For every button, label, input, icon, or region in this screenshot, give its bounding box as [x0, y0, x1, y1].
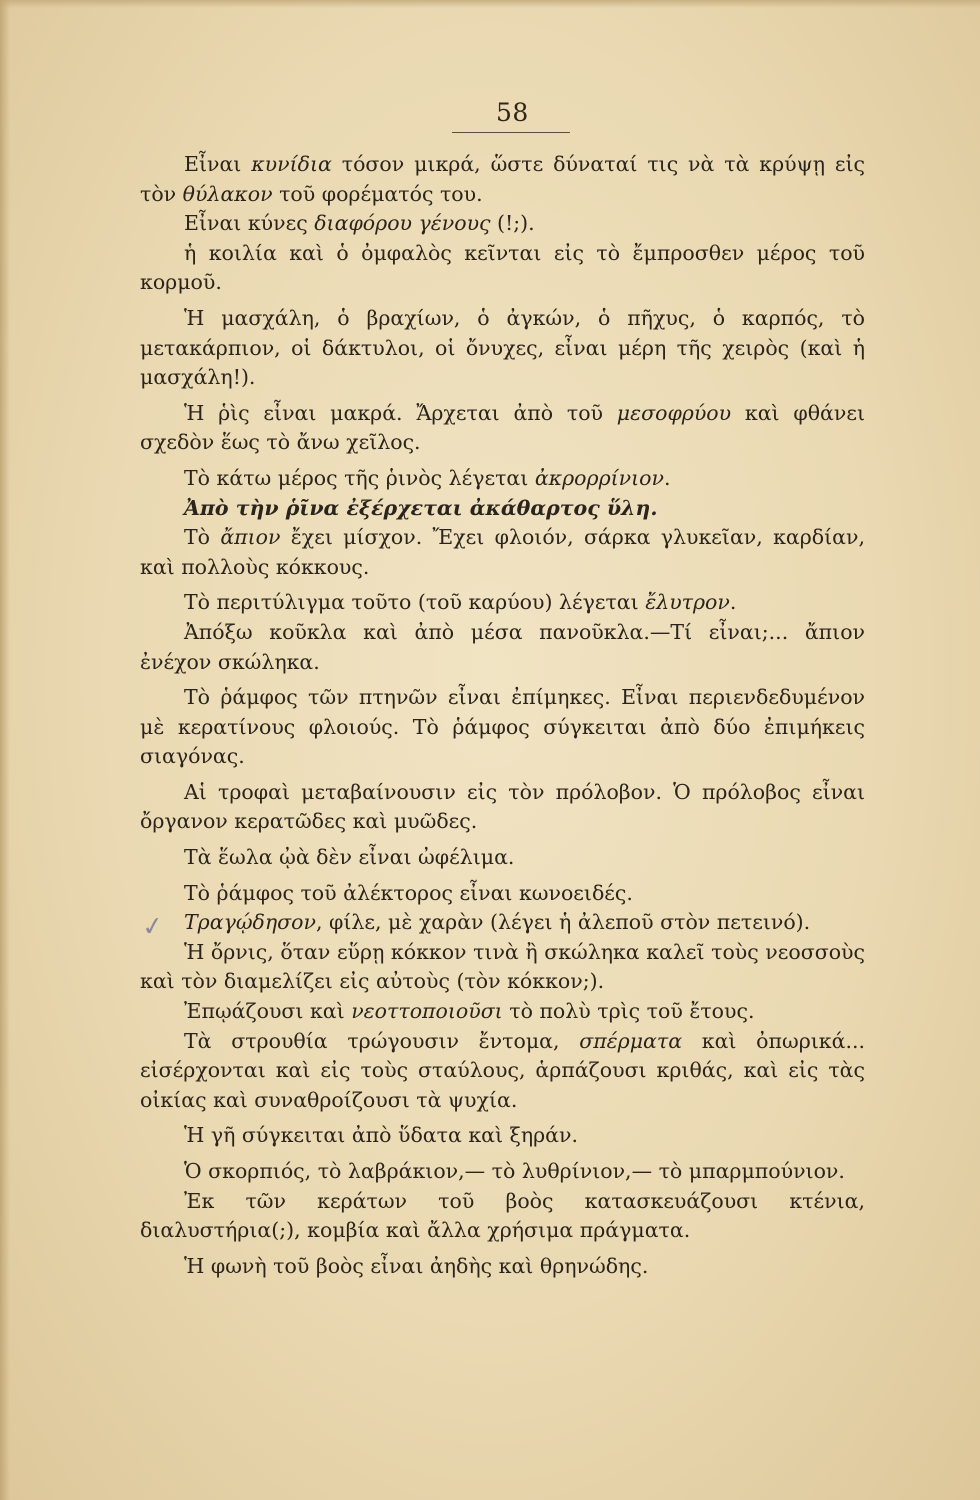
text-segment: Ἡ ῥὶς εἶναι μακρά. Ἄρχεται ἀπὸ τοῦ — [184, 400, 617, 425]
emphasized-text: ἄπιον — [220, 525, 281, 550]
text-segment: τόσον μικρά, ὥστε δύναταί τις νὰ τὰ κρύψῃ εἰς τὸν — [140, 152, 865, 206]
text-segment: Τὸ ῥάμφος τοῦ ἀλέκτορος εἶναι κωνοειδές. — [184, 880, 633, 905]
text-segment: Ἡ φωνὴ τοῦ βοὸς εἶναι ἀηδὴς καὶ θρηνώδης. — [184, 1253, 649, 1278]
paragraph — [140, 209, 865, 239]
text-segment: ἡ κοιλία καὶ ὁ ὀμφαλὸς κεῖνται εἰς τὸ ἔμπροσθεν μέρος τοῦ κορμοῦ. — [140, 240, 865, 295]
bold-text: Ἀπὸ τὴν ῥῖνα ἐξέρχεται ἀκάθαρτος ὕλη. — [184, 495, 658, 520]
emphasized-text: μεσοφρύου — [616, 400, 732, 425]
text-segment: καὶ φθάνει σχεδὸν ἕως τὸ ἄνω χεῖλος. — [140, 400, 865, 455]
paragraph — [140, 1157, 865, 1187]
text-segment: Τὸ ῥάμφος τῶν πτηνῶν εἶναι ἐπίμηκες. Εἶναι περιενδεδυμένον μὲ κερατίνους φλοιούς. Τὸ ῥάμφος σύγκειται ἀπὸ δύο ἐπιμήκεις σιαγόνας. — [140, 685, 865, 769]
text-segment: Ἐπῳάζουσι καὶ — [184, 999, 352, 1024]
text-segment: Τὸ — [184, 525, 221, 550]
text-segment: τὸ πολὺ τρὶς τοῦ ἔτους. — [502, 999, 755, 1024]
text-segment: (!;). — [490, 211, 535, 236]
text-segment: Τὰ ἕωλα ᾠὰ δὲν εἶναι ὠφέλιμα. — [184, 845, 515, 870]
pencil-check-mark: ✓ — [140, 910, 166, 944]
paragraph — [140, 304, 865, 393]
text-segment: Εἶναι — [184, 152, 252, 176]
paragraph — [140, 1121, 865, 1151]
paragraph — [140, 997, 865, 1027]
emphasized-text: νεοττοποιοῦσι — [351, 999, 503, 1024]
text-segment: Ἡ γῆ σύγκειται ἀπὸ ὕδατα καὶ ξηράν. — [184, 1123, 579, 1148]
paragraph — [140, 778, 865, 837]
text-segment: Τὰ στρουθία τρώγουσιν ἔντομα, — [184, 1028, 580, 1053]
text-segment: Ἐκ τῶν κεράτων τοῦ βοὸς κατασκευάζουσι κτένια, διαλυστήρια(;), κομβία καὶ ἄλλα χρήσιμα πράγματα. — [140, 1188, 865, 1243]
paragraph — [140, 843, 865, 873]
paragraph — [140, 1252, 865, 1282]
emphasized-text: ἀκρορρίνιον — [534, 465, 664, 490]
emphasized-text: κυνίδια — [251, 152, 332, 176]
paragraph — [140, 588, 865, 618]
emphasized-text: ἔλυτρον — [645, 590, 730, 615]
text-segment: Τὸ περιτύλιγμα τοῦτο (τοῦ καρύου) λέγεται — [184, 590, 646, 615]
text-segment: Ἡ μασχάλη, ὁ βραχίων, ὁ ἀγκών, ὁ πῆχυς, ὁ καρπός, τὸ μετακάρπιον, οἱ δάκτυλοι, οἱ ὄνυχες, εἶναι μέρη τῆς χειρὸς (καὶ ἡ μασχάλη!). — [140, 305, 865, 390]
paragraph — [140, 683, 865, 772]
paragraph — [140, 523, 865, 582]
paragraph — [140, 464, 865, 494]
emphasized-text: σπέρματα — [579, 1028, 683, 1053]
paragraph — [140, 938, 865, 997]
text-segment: . — [729, 590, 737, 615]
header-rule — [452, 132, 570, 133]
text-segment: καὶ ὀπωρικά... εἰσέρχονται καὶ εἰς τοὺς σταύλους, ἁρπάζουσι κριθάς, καὶ εἰς τὰς οἰκίας καὶ συναθροίζουσι τὰ ψυχία. — [140, 1028, 865, 1112]
text-segment: τοῦ φορέματός του. — [272, 181, 483, 206]
page-text — [140, 150, 865, 1281]
paragraph — [140, 399, 865, 458]
paragraph — [140, 239, 865, 298]
paragraph — [140, 494, 865, 524]
paragraph — [140, 150, 865, 209]
text-segment: ἔχει μίσχον. Ἔχει φλοιόν, σάρκα γλυκεῖαν, καρδίαν, καὶ πολλοὺς κόκκους. — [140, 525, 865, 579]
emphasized-text: διαφόρου γένους — [314, 211, 491, 236]
emphasized-text: Τραγῴδησον — [184, 910, 316, 935]
text-segment: Ἀπόξω κοῦκλα καὶ ἀπὸ μέσα πανοῦκλα.—Τί εἶναι;... ἄπιον ἐνέχον σκώληκα. — [140, 619, 865, 674]
text-segment: Εἶναι κύνες — [184, 211, 315, 236]
paragraph — [140, 1027, 865, 1116]
text-segment: Ὁ σκορπιός, τὸ λαβράκιον,— τὸ λυθρίνιον,— τὸ μπαρμπούνιον. — [184, 1159, 845, 1183]
paragraph — [140, 1187, 865, 1246]
text-segment: . — [663, 465, 671, 490]
paragraph — [140, 879, 865, 909]
text-segment: Τὸ κάτω μέρος τῆς ῥινὸς λέγεται — [184, 465, 535, 490]
text-segment: Αἱ τροφαὶ μεταβαίνουσιν εἰς τὸν πρόλοβον. Ὁ πρόλοβος εἶναι ὄργανον κερατῶδες καὶ μυῶδες. — [140, 779, 865, 834]
text-segment: Ἡ ὄρνις, ὅταν εὕρῃ κόκκον τινὰ ἢ σκώληκα καλεῖ τοὺς νεοσσοὺς καὶ τὸν διαμελίζει εἰς αὐτοὺς (τὸν κόκκον;). — [140, 939, 865, 994]
paragraph — [140, 908, 865, 938]
text-segment: , φίλε, μὲ χαρὰν (λέγει ἡ ἀλεποῦ στὸν πετεινό). — [315, 910, 811, 935]
page-number: 58 — [496, 98, 529, 127]
paragraph — [140, 618, 865, 677]
page-edge-top — [0, 0, 980, 8]
emphasized-text: θύλακον — [182, 181, 273, 206]
page-edge-left — [0, 0, 10, 1500]
